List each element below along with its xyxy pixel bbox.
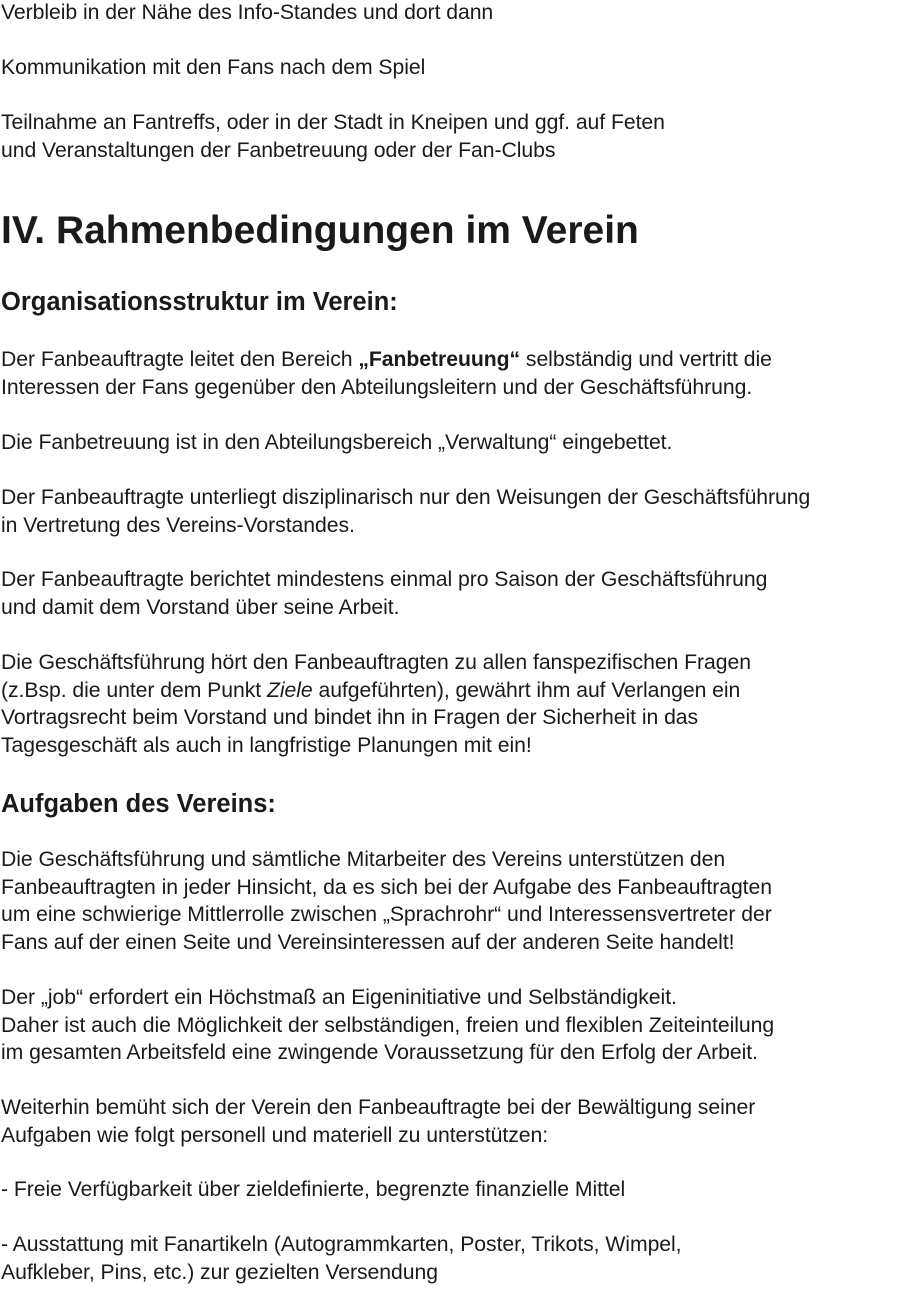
text-line: Kommunikation mit den Fans nach dem Spiel [1,56,426,79]
text-line: Fanbeauftragten in jeder Hinsicht, da es sich bei der Aufgabe des Fanbeauftragten [1,875,772,899]
org-paragraph [1,346,772,401]
bold-term: „Fanbetreuung“ [358,348,521,371]
tasks-paragraph [1,846,772,956]
text-line: Die Fanbetreuung ist in den Abteilungsbereich „Verwaltung“ eingebettet. [1,431,673,454]
text-line: Aufgaben wie folgt personell und materiell zu unterstützen: [1,1123,549,1147]
bullet-item [1,1231,682,1286]
text-line: Weiterhin bemüht sich der Verein den Fanbeauftragte bei der Bewältigung seiner [1,1096,756,1119]
intro-paragraph [1,54,425,82]
org-paragraph [1,566,767,621]
text-line: - Freie Verfügbarkeit über zieldefinierte, begrenzte finanzielle Mittel [1,1178,626,1201]
text-line: und Veranstaltungen der Fanbetreuung oder der Fan-Clubs [1,138,556,162]
org-paragraph [1,429,672,457]
text-line: Der Fanbeauftragte unterliegt disziplinarisch nur den Weisungen der Geschäftsführung [1,486,811,509]
text-line: Fans auf der einen Seite und Vereinsinteressen auf der anderen Seite handelt! [1,930,735,954]
text-line: - Ausstattung mit Fanartikeln (Autogrammkarten, Poster, Trikots, Wimpel, [1,1233,682,1256]
text-run: aufgeführten), gewährt ihm auf Verlangen ein [312,678,741,702]
text-line: in Vertretung des Vereins-Vorstandes. [1,513,355,537]
text-line: Die Geschäftsführung und sämtliche Mitarbeiter des Vereins unterstützen den [1,848,726,871]
text-line: Daher ist auch die Möglichkeit der selbständigen, freien und flexiblen Zeiteinteilung [1,1013,775,1037]
text-line: im gesamten Arbeitsfeld eine zwingende Voraussetzung für den Erfolg der Arbeit. [1,1041,758,1064]
text-line: Aufkleber, Pins, etc.) zur gezielten Versendung [1,1260,438,1284]
tasks-paragraph [1,984,774,1067]
section-title: IV. Rahmenbedingungen im Verein [1,209,639,252]
text-run: selbständig und vertritt die [520,348,772,371]
intro-paragraph [1,109,665,164]
text-line: Tagesgeschäft als auch in langfristige Planungen mit ein! [1,733,532,757]
text-line: Die Geschäftsführung hört den Fanbeauftragten zu allen fanspezifischen Fragen [1,651,751,674]
text-line: um eine schwierige Mittlerrolle zwischen „Sprachrohr“ und Interessensvertreter der [1,903,772,926]
intro-paragraph [1,0,493,27]
org-paragraph [1,649,751,759]
text-line: Vortragsrecht beim Vorstand und bindet ihn in Fragen der Sicherheit in das [1,706,699,729]
text-run: (z.Bsp. die unter dem Punkt [1,678,267,702]
italic-term: Ziele [266,678,313,702]
text-line [1,346,772,374]
bullet-item [1,1176,625,1204]
text-line: Interessen der Fans gegenüber den Abteilungsleitern und der Geschäftsführung. [1,375,753,399]
text-line: und damit dem Vorstand über seine Arbeit. [1,595,400,619]
text-line: Verbleib in der Nähe des Info-Standes und dort dann [1,1,494,24]
tasks-paragraph [1,1094,755,1149]
tasks-heading: Aufgaben des Vereins: [1,790,276,818]
text-line: Der „job“ erfordert ein Höchstmaß an Eigeninitiative und Selbständigkeit. [1,986,677,1009]
text-run: Der Fanbeauftragte leitet den Bereich [1,348,359,371]
text-line: Teilnahme an Fantreffs, oder in der Stadt in Kneipen und ggf. auf Feten [1,111,665,134]
org-heading: Organisationsstruktur im Verein: [1,288,398,316]
text-line [1,677,751,705]
text-line: Der Fanbeauftragte berichtet mindestens einmal pro Saison der Geschäftsführung [1,568,768,591]
org-paragraph [1,484,810,539]
